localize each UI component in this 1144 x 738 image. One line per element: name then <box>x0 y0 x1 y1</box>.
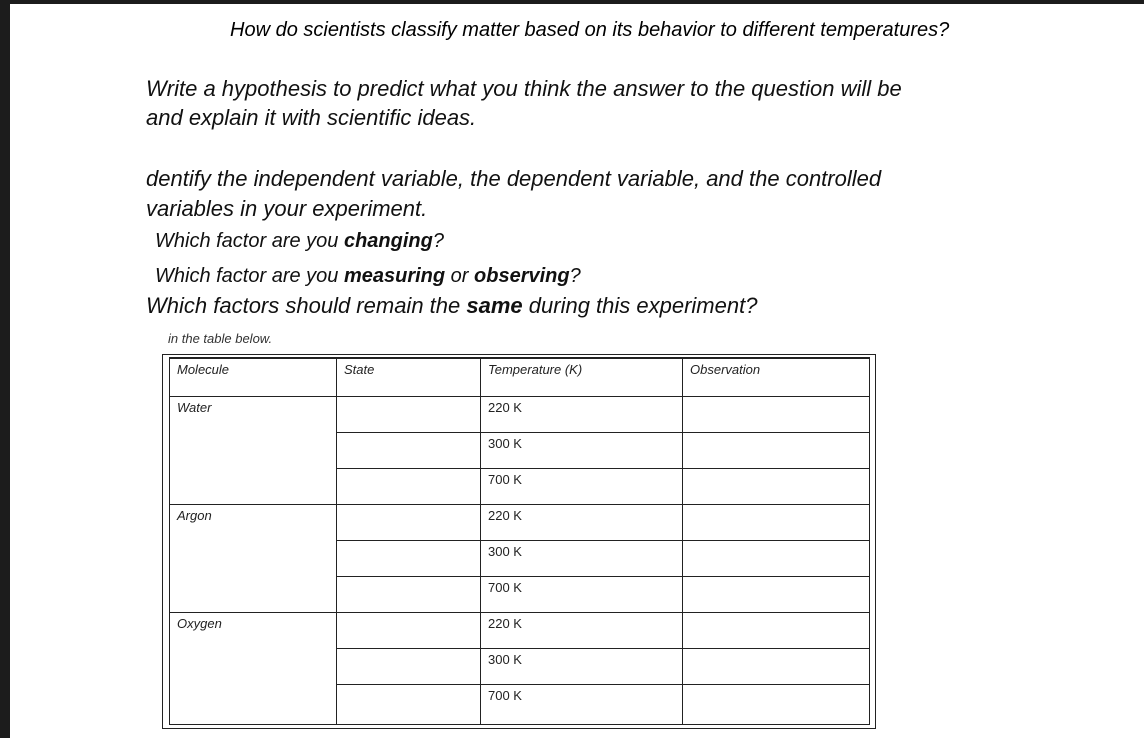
header-observation: Observation <box>683 358 870 396</box>
cutoff-text <box>168 331 288 347</box>
temperature-cell: 300 K <box>481 432 683 468</box>
hypothesis-line-2: and explain it with scientific ideas. <box>146 105 477 130</box>
state-cell[interactable] <box>337 612 481 648</box>
data-table <box>169 357 870 725</box>
variables-instruction <box>146 164 881 224</box>
state-cell[interactable] <box>337 504 481 540</box>
temperature-cell: 700 K <box>481 576 683 612</box>
prompt-bold: observing <box>474 265 570 287</box>
table-row <box>170 612 870 648</box>
hypothesis-line-1: Write a hypothesis to predict what you think the answer to the question will be <box>146 76 902 101</box>
prompt-text: ? <box>569 265 581 287</box>
state-cell[interactable] <box>337 576 481 612</box>
prompt-text: during this experiment? <box>522 293 758 318</box>
state-cell[interactable] <box>337 468 481 504</box>
state-cell[interactable] <box>337 648 481 684</box>
temperature-cell: 300 K <box>481 540 683 576</box>
prompt-text: or <box>445 265 475 287</box>
temperature-cell: 700 K <box>481 684 683 724</box>
cutoff-text-label: in the table below. <box>168 331 273 346</box>
observation-cell[interactable] <box>683 540 870 576</box>
header-state: State <box>337 358 481 396</box>
temperature-cell: 700 K <box>481 468 683 504</box>
prompt-bold: measuring <box>343 265 446 287</box>
molecule-cell: Water <box>170 396 337 504</box>
data-table-frame <box>162 354 876 729</box>
prompt-bold: changing <box>343 230 433 252</box>
state-cell[interactable] <box>337 396 481 432</box>
hypothesis-instruction <box>146 74 902 132</box>
observation-cell[interactable] <box>683 468 870 504</box>
observation-cell[interactable] <box>683 504 870 540</box>
table-header-row <box>170 358 870 396</box>
table-row <box>170 396 870 432</box>
observation-cell[interactable] <box>683 432 870 468</box>
prompt-text: Which factor are you <box>155 265 344 287</box>
variables-line-2: variables in your experiment. <box>146 196 428 221</box>
molecule-cell: Oxygen <box>170 612 337 724</box>
header-molecule: Molecule <box>170 358 337 396</box>
variables-line-1: dentify the independent variable, the dependent variable, and the controlled <box>146 166 882 191</box>
prompt-text: Which factors should remain the <box>146 293 467 318</box>
observation-cell[interactable] <box>683 396 870 432</box>
state-cell[interactable] <box>337 540 481 576</box>
temperature-cell: 220 K <box>481 504 683 540</box>
prompt-text: Which factor are you <box>155 230 344 252</box>
worksheet-page <box>10 4 1144 738</box>
temperature-cell: 220 K <box>481 612 683 648</box>
molecule-cell: Argon <box>170 504 337 612</box>
observation-cell[interactable] <box>683 684 870 724</box>
prompt-text: ? <box>432 230 444 252</box>
state-cell[interactable] <box>337 684 481 724</box>
temperature-cell: 300 K <box>481 648 683 684</box>
prompt-changing <box>155 230 444 253</box>
prompt-bold: same <box>466 293 523 318</box>
prompt-measuring <box>155 265 581 288</box>
state-cell[interactable] <box>337 432 481 468</box>
observation-cell[interactable] <box>683 612 870 648</box>
observation-cell[interactable] <box>683 648 870 684</box>
temperature-cell: 220 K <box>481 396 683 432</box>
table-row <box>170 504 870 540</box>
header-temperature: Temperature (K) <box>481 358 683 396</box>
observation-cell[interactable] <box>683 576 870 612</box>
question-title: How do scientists classify matter based on its behavior to different temperatures? <box>230 19 950 41</box>
prompt-same <box>146 293 757 319</box>
